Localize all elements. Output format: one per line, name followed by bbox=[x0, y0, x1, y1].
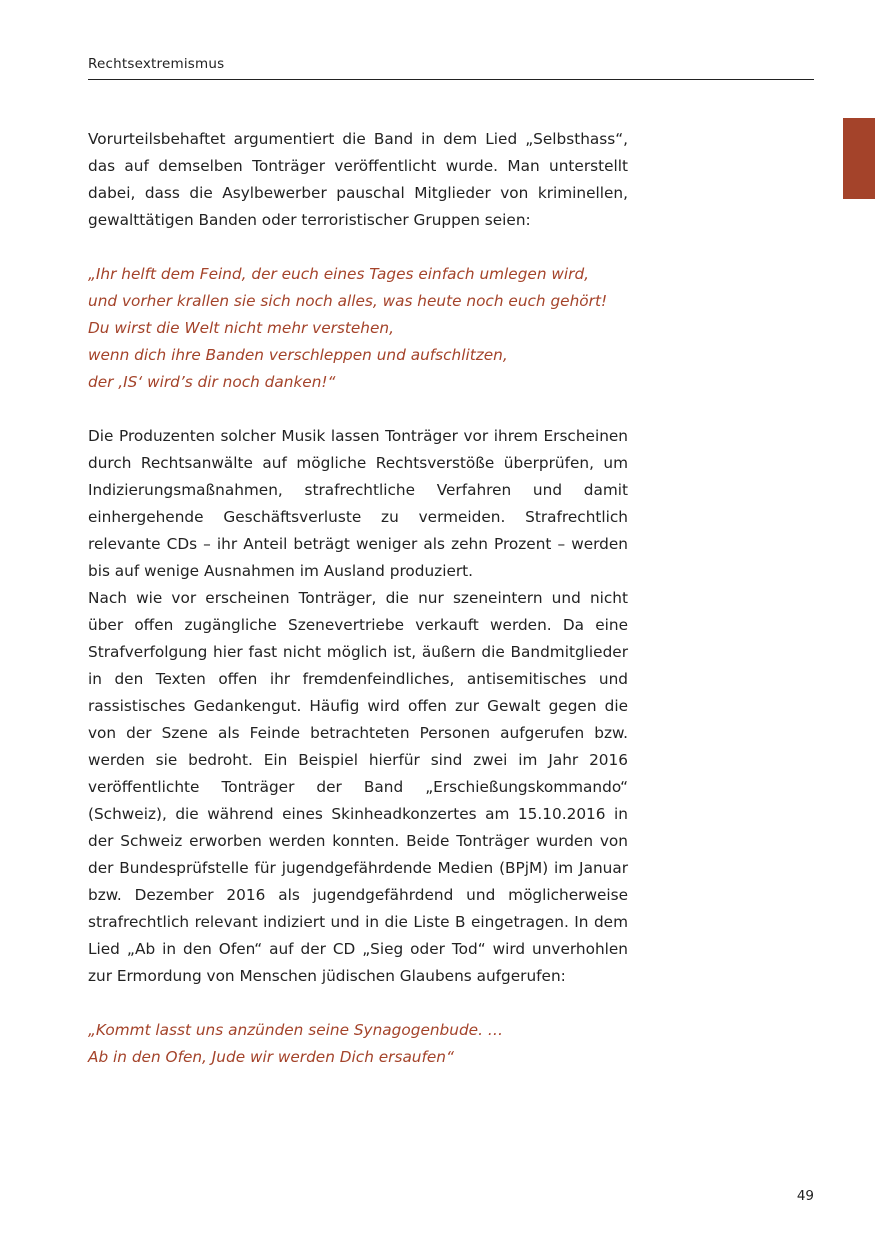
quote-line: Du wirst die Welt nicht mehr verstehen, bbox=[88, 319, 394, 337]
quote-line: „Ihr helft dem Feind, der euch eines Tages einfach umlegen wird, bbox=[88, 265, 590, 283]
running-header: Rechtsextremismus bbox=[88, 56, 225, 72]
quote-line: der ‚IS‘ wird’s dir noch danken!“ bbox=[88, 373, 336, 391]
spacer bbox=[88, 990, 628, 1017]
spacer bbox=[88, 234, 628, 261]
lyrics-quote-selbsthass bbox=[88, 261, 628, 396]
paragraph-produzenten: Die Produzenten solcher Musik lassen Tonträger vor ihrem Erscheinen durch Rechtsanwälte auf mögliche Rechtsverstöße überprüfen, um Indizierungsmaßnahmen, strafrechtliche Verfahren und damit einhergehende Geschäftsverluste zu vermeiden. Strafrechtlich relevante CDs – ihr Anteil beträgt weniger als zehn Prozent – werden bis auf wenige Ausnahmen im Ausland produziert. bbox=[88, 427, 628, 580]
header-divider bbox=[88, 79, 814, 80]
quote-line: „Kommt lasst uns anzünden seine Synagogenbude. … bbox=[88, 1021, 504, 1039]
paragraph-tontraeger: Nach wie vor erscheinen Tonträger, die nur szeneintern und nicht über offen zugängliche Szenevertriebe verkauft werden. Da eine Strafverfolgung hier fast nicht möglich ist, äußern die Bandmitglieder in den Texten offen ihr fremdenfeindliches, antisemitisches und rassistisches Gedankengut. Häufig wird offen zur Gewalt gegen die von der Szene als Feinde betrachteten Personen aufgerufen bzw. werden sie bedroht. Ein Beispiel hierfür sind zwei im Jahr 2016 veröffentlichte Tonträger der Band „Erschießungskommando“ (Schweiz), die während eines Skinheadkonzertes am 15.10.2016 in der Schweiz erworben werden konnten. Beide Tonträger wurden von der Bundesprüfstelle für jugendgefährdende Medien (BPjM) im Januar bzw. Dezember 2016 als jugendgefährdend und möglicherweise strafrechtlich relevant indiziert und in die Liste B eingetragen. In dem Lied „Ab in den Ofen“ auf der CD „Sieg oder Tod“ wird unverhohlen zur Ermordung von Menschen jüdischen Glaubens aufgerufen: bbox=[88, 589, 628, 985]
spacer bbox=[88, 396, 628, 423]
quote-line: wenn dich ihre Banden verschleppen und aufschlitzen, bbox=[88, 346, 508, 364]
quote-line: und vorher krallen sie sich noch alles, was heute noch euch gehört! bbox=[88, 292, 608, 310]
paragraph-selbsthass: Vorurteilsbehaftet argumentiert die Band in dem Lied „Selbsthass“, das auf demselben Tonträger veröffentlicht wurde. Man unterstellt dabei, dass die Asylbewerber pauschal Mitglieder von kriminellen, gewalttätigen Banden oder terroristischer Gruppen seien: bbox=[88, 130, 628, 229]
quote-line: Ab in den Ofen, Jude wir werden Dich ersaufen“ bbox=[88, 1048, 454, 1066]
page-number: 49 bbox=[796, 1188, 814, 1204]
chapter-tab-marker bbox=[843, 118, 875, 199]
lyrics-quote-ofen bbox=[88, 1017, 628, 1071]
page-body bbox=[88, 126, 628, 1071]
